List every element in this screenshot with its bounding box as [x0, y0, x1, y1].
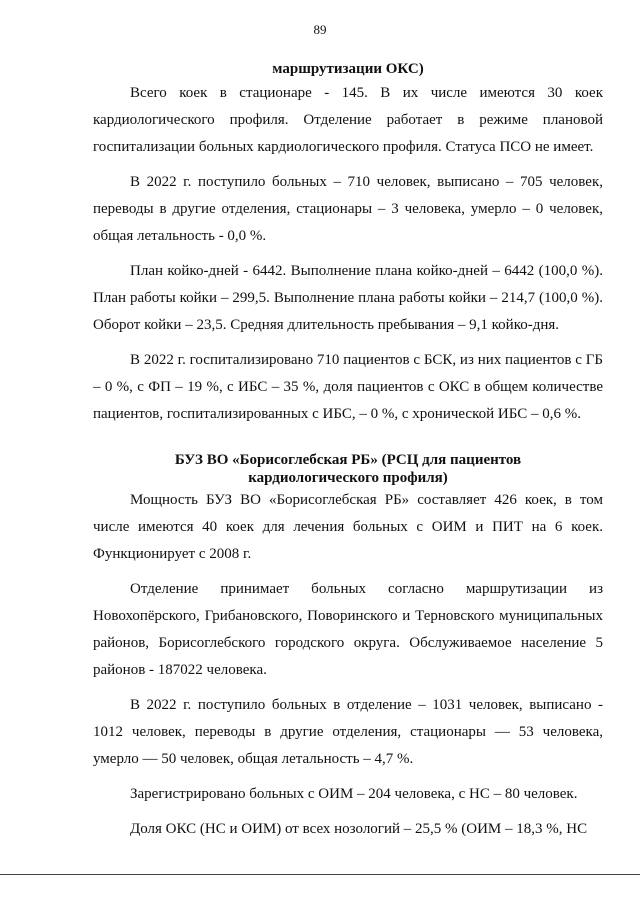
- paragraph: В 2022 г. госпитализировано 710 пациентов с БСК, из них пациентов с ГБ – 0 %, с ФП – 19 %, с ИБС – 35 %, доля пациентов с ОКС в общем количестве пациентов, госпитализированных с ИБС, – 0 %, с хронической ИБС – 0,6 %.: [93, 352, 603, 422]
- paragraph: Зарегистрировано больных с ОИМ – 204 человека, с НС – 80 человек.: [130, 786, 578, 802]
- paragraph: План койко-дней - 6442. Выполнение плана койко-дней – 6442 (100,0 %). План работы койки – 299,5. Выполнение плана работы койки – 214,7 (100,0 %). Оборот койки – 23,5. Средняя длительность пребывания – 9,1 койко-дня.: [93, 263, 603, 333]
- paragraph: В 2022 г. поступило больных в отделение – 1031 человек, выписано - 1012 человек, переводы в другие отделения, стационары –– 53 человека, умерло –– 50 человек, общая летальность – 4,7 %.: [93, 697, 603, 767]
- section-heading-line: БУЗ ВО «Борисоглебская РБ» (РСЦ для пациентов: [174, 452, 522, 468]
- paragraph: Всего коек в стационаре - 145. В их числе имеются 30 коек кардиологического профиля. Отделение работает в режиме плановой госпитализации больных кардиологического профиля. Статуса ПСО не имеет.: [93, 85, 603, 155]
- page-number: 89: [313, 22, 327, 37]
- footer-divider: [0, 874, 640, 875]
- paragraph: Мощность БУЗ ВО «Борисоглебская РБ» составляет 426 коек, в том числе имеются 40 коек для лечения больных с ОИМ и ПИТ на 6 коек. Функционирует с 2008 г.: [93, 492, 603, 562]
- section-heading-continued: маршрутизации ОКС): [272, 61, 424, 77]
- paragraph: Доля ОКС (НС и ОИМ) от всех нозологий – 25,5 % (ОИМ – 18,3 %, НС: [130, 821, 588, 837]
- section-heading: [93, 451, 603, 487]
- paragraph: Отделение принимает больных согласно маршрутизации из Новохопёрского, Грибановского, Поворинского и Терновского муниципальных районов, Борисоглебского городского округа. Обслуживаемое население 5 районов - 187022 человека.: [93, 581, 603, 678]
- paragraph: В 2022 г. поступило больных – 710 человек, выписано – 705 человек, переводы в другие отделения, стационары – 3 человека, умерло – 0 человек, общая летальность - 0,0 %.: [93, 174, 603, 244]
- page-content: [93, 60, 603, 851]
- section-heading-line: кардиологического профиля): [248, 470, 448, 486]
